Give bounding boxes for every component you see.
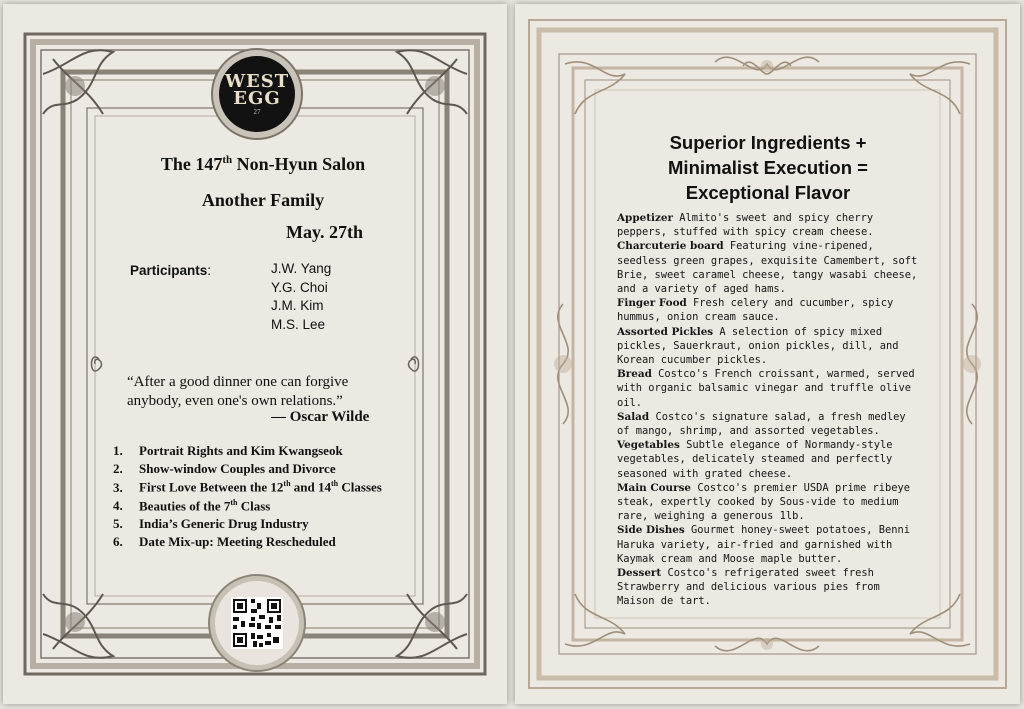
participant: M.S. Lee [271,316,326,332]
participant: J.W. Yang [271,261,332,276]
qr-code-medallion [215,581,299,665]
topic-item: 6. Date Mix-up: Meeting Rescheduled [113,533,336,549]
topic-item: 5. India’s Generic Drug Industry [113,515,309,531]
salon-date: May. 27th [286,222,364,242]
menu-item: Vegetables Subtle elegance of Normandy-style vegetables, delicately steamed and perfectly seasoned with grated cheese. [617,439,893,480]
menu-item: Charcuterie board Featuring vine-ripened, seedless green grapes, exquisite Camembert, soft Brie, sweet caramel cheese, tangy wasabi cheese, and a variety of aged hams. [617,240,918,296]
topic-item: 2. Show-window Couples and Divorce [113,461,336,477]
menu-item: Bread Costco's French croissant, warmed, served with organic balsamic vinegar and truffle olive oil. [617,368,915,409]
salon-invitation-card [3,4,507,704]
menu-item: Side Dishes Gourmet honey-sweet potatoes, Benni Haruka variety, air-fried and garnished with Kaymak cream and Moose maple butter. [617,524,910,565]
menu-item: Appetizer Almito's sweet and spicy cherry peppers, stuffed with spicy cream cheese. [617,212,874,239]
salon-title: The 147th Non-Hyun Salon [160,154,366,174]
menu-item: Salad Costco's signature salad, a fresh medley of mango, shrimp, and assorted vegetables. [617,410,906,438]
participant: Y.G. Choi [271,279,328,295]
menu-item: Assorted Pickles A selection of spicy mixed pickles, Sauerkraut, onion pickles, dill, and Korean cucumber pickles. [617,325,899,367]
participants-list [271,261,331,335]
quote-author: — Oscar Wilde [271,409,370,425]
menu-item: Finger Food Fresh celery and cucumber, spicy hummus, onion cream sauce. [617,297,894,324]
west-egg-logo: WEST EGG 27 [219,56,295,132]
participant: J.M. Kim [271,298,324,313]
topic-item: 4. Beauties of the 7th Class [113,497,271,513]
menu-item: Main Course Costco's premier USDA prime ribeye steak, expertly cooked by Sous-vide to medium rare, weighing a generous 1lb. [617,481,911,523]
menu-list [617,211,919,609]
topic-item: 1. Portrait Rights and Kim Kwangseok [113,443,343,458]
qr-code-icon[interactable] [231,597,283,649]
topics-list [113,443,382,552]
quote-text: “After a good dinner one can forgive anybody, even one's own relations.” [127,374,349,409]
topic-item: 3. First Love Between the 12th and 14th Classes [113,479,382,495]
menu-card [515,4,1020,704]
menu-heading: Superior Ingredients + Minimalist Execution = Exceptional Flavor [668,132,868,203]
salon-subtitle: Another Family [201,190,325,210]
menu-item: Dessert Costco's refrigerated sweet fresh Strawberry and delicious various pies from Maison de tart. [617,567,880,608]
participants-label: Participants: [130,263,212,278]
